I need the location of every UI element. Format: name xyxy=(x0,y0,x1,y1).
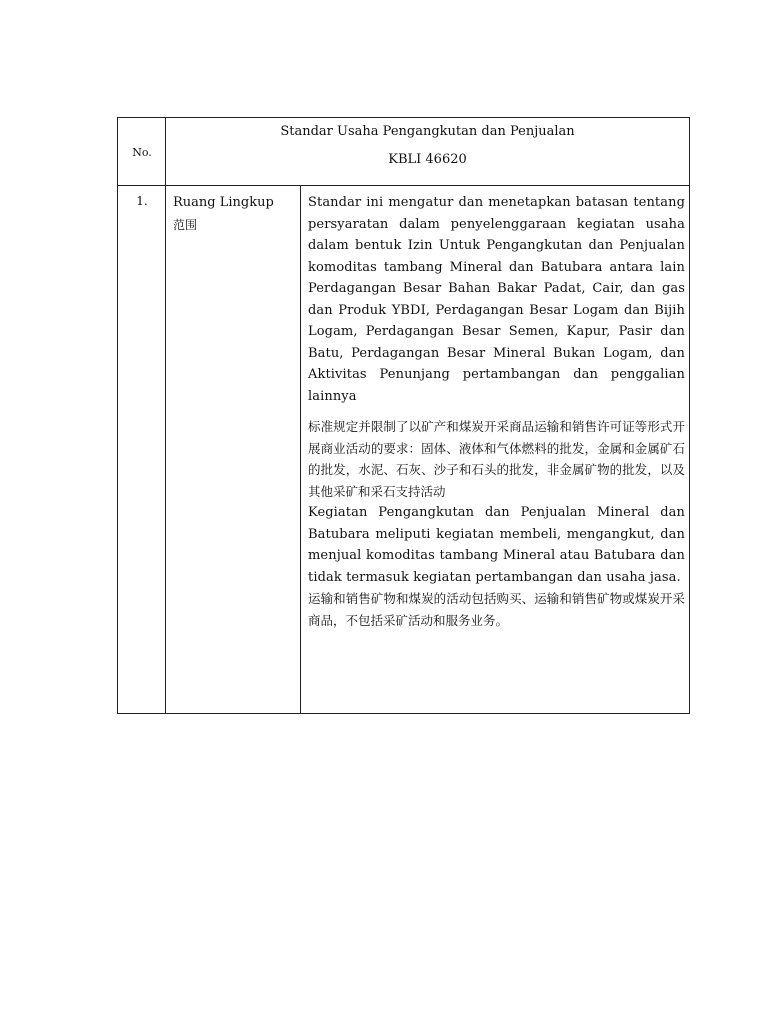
row-label-id: Ruang Lingkup xyxy=(173,195,274,210)
standard-table xyxy=(117,117,690,714)
header-number-label: No. xyxy=(132,145,152,159)
table-title xyxy=(166,118,689,186)
paragraph-zh-activity: 运输和销售矿物和煤炭的活动包括购买、运输和销售矿物或煤炭开采商品，不包括采矿活动和服务业务。 xyxy=(308,591,685,628)
row-label xyxy=(173,192,301,236)
paragraph-id-activity: Kegiatan Pengangkutan dan Penjualan Mineral dan Batubara meliputi kegiatan membeli, mengangkut, dan menjual komoditas tambang Mineral atau Batubara dan tidak termasuk kegiatan pertambangan dan usaha jasa. xyxy=(308,505,685,585)
row-number: 1. xyxy=(136,194,148,208)
title-code: KBLI 46620 xyxy=(388,152,467,167)
paragraph-id-scope: Standar ini mengatur dan menetapkan batasan tentang persyaratan dalam penyelenggaraan kegiatan usaha dalam bentuk Izin Untuk Pengangkutan dan Penjualan komoditas tambang Mineral dan Batubara antara lain Perdagangan Besar Bahan Bakar Padat, Cair, dan gas dan Produk YBDI, Perdagangan Besar Logam dan Bijih Logam, Perdagangan Besar Semen, Kapur, Pasir dan Batu, Perdagangan Besar Mineral Bukan Logam, dan Aktivitas Penunjang pertambangan dan penggalian lainnya xyxy=(308,195,685,404)
paragraph-zh-scope: 标准规定并限制了以矿产和煤炭开采商品运输和销售许可证等形式开展商业活动的要求：固体、液体和气体燃料的批发，金属和金属矿石的批发，水泥、石灰、沙子和石头的批发，非金属矿物的批发，以及其他采矿和采石支持活动 xyxy=(308,419,685,499)
column-divider xyxy=(300,186,301,713)
row-label-zh: 范围 xyxy=(173,218,198,232)
row-content xyxy=(308,192,685,631)
title-line-1: Standar Usaha Pengangkutan dan Penjualan xyxy=(280,124,575,139)
